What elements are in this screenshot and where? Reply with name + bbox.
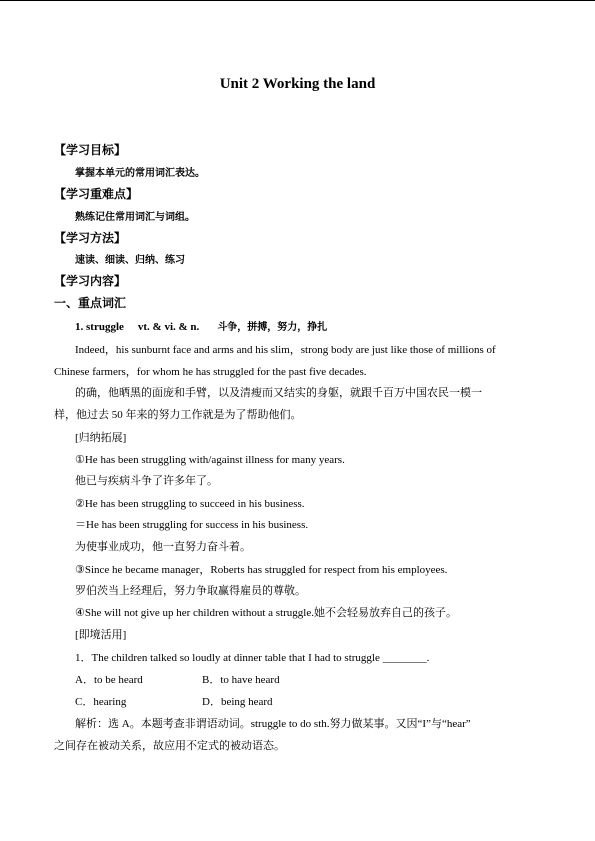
expand-3-zh: 罗伯茨当上经理后，努力争取赢得雇员的尊敬。	[75, 585, 306, 597]
answer-line-2: 之间存在被动关系，故应用不定式的被动语态。	[54, 740, 285, 752]
answer-line-1: 解析：选 A。本题考查非谓语动词。struggle to do sth.努力做某事。又因“I”与“hear”	[75, 718, 471, 730]
example-en-line-1: Indeed，his sunburnt face and arms and his slim，strong body are just like those of millions of	[75, 344, 496, 356]
expand-label: [归纳拓展]	[75, 432, 127, 444]
vocab-heading: 一、重点词汇	[54, 296, 127, 310]
expand-1-en: ①He has been struggling with/against illness for many years.	[75, 454, 345, 466]
entry-headword: 1. struggle	[75, 321, 124, 333]
example-en-line-2: Chinese farmers，for whom he has struggled for the past five decades.	[54, 366, 367, 378]
top-rule	[0, 0, 595, 1]
option-d: D．being heard	[202, 696, 273, 708]
practice-label: [即境活用]	[75, 629, 127, 641]
expand-4: ④She will not give up her children without a struggle.她不会轻易放弃自己的孩子。	[75, 607, 457, 619]
example-zh-line-1: 的确，他晒黑的面庞和手臂，以及清瘦而又结实的身躯，就跟千百万中国农民一模一	[75, 387, 482, 399]
question: 1．The children talked so loudly at dinner table that I had to struggle ________.	[75, 652, 430, 664]
goal-text: 掌握本单元的常用词汇表达。	[75, 168, 205, 179]
goal-heading: 【学习目标】	[54, 143, 127, 157]
option-c: C．hearing	[75, 696, 127, 708]
expand-3-en: ③Since he became manager，Roberts has struggled for respect from his employees.	[75, 564, 448, 576]
expand-1-zh: 他已与疾病斗争了许多年了。	[75, 475, 218, 487]
method-heading: 【学习方法】	[54, 231, 127, 245]
method-text: 速读、细读、归纳、练习	[75, 255, 185, 266]
expand-2-eq: ＝He has been struggling for success in his business.	[75, 519, 309, 531]
expand-2-en: ②He has been struggling to succeed in his business.	[75, 498, 305, 510]
key-text: 熟练记住常用词汇与词组。	[75, 212, 195, 223]
entry-meaning: 斗争，拼搏，努力，挣扎	[217, 322, 328, 333]
entry-pos: vt. & vi. & n.	[137, 321, 200, 333]
content-heading: 【学习内容】	[54, 274, 127, 288]
option-b: B．to have heard	[202, 674, 280, 686]
expand-2-zh: 为使事业成功，他一直努力奋斗着。	[75, 541, 251, 553]
page-title: Unit 2 Working the land	[219, 76, 376, 92]
entry-header	[75, 320, 327, 335]
key-heading: 【学习重难点】	[54, 187, 139, 201]
example-zh-line-2: 样，他过去 50 年来的努力工作就是为了帮助他们。	[54, 409, 302, 421]
option-a: A．to be heard	[75, 674, 143, 686]
